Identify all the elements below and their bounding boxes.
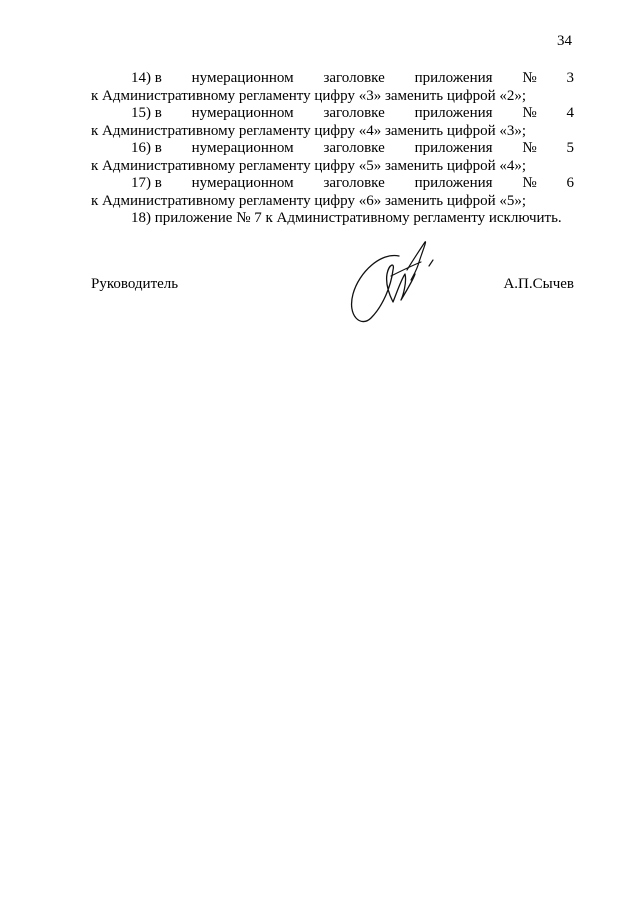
- list-item-last: 18) приложение № 7 к Административному регламенту исключить.: [131, 210, 562, 226]
- list-item: [91, 140, 574, 175]
- word: №: [522, 70, 537, 86]
- word: 15) в: [131, 105, 162, 121]
- list-item-second-line: к Административному регламенту цифру «6» заменить цифрой «5»;: [91, 192, 527, 209]
- word: приложения: [414, 175, 493, 191]
- word: приложения: [414, 140, 493, 156]
- word: нумерационном: [191, 140, 294, 156]
- word: 4: [566, 105, 574, 121]
- word: нумерационном: [191, 175, 294, 191]
- signature-block: [91, 276, 574, 336]
- list-item: [91, 210, 574, 228]
- list-item-first-line: [91, 140, 574, 158]
- word: заголовке: [323, 175, 385, 191]
- word: 14) в: [131, 70, 162, 86]
- word: 5: [566, 140, 574, 156]
- page-number: 34: [557, 33, 572, 49]
- list-item-second-line: к Административному регламенту цифру «4» заменить цифрой «3»;: [91, 122, 527, 139]
- word: 16) в: [131, 140, 162, 156]
- handwritten-signature: [341, 240, 436, 332]
- signer-name: А.П.Сычев: [503, 276, 574, 292]
- list-item-first-line: [91, 70, 574, 88]
- word: приложения: [414, 70, 493, 86]
- word: нумерационном: [191, 105, 294, 121]
- word: нумерационном: [191, 70, 294, 86]
- signer-title: Руководитель: [91, 276, 179, 292]
- amendment-list: [91, 70, 574, 228]
- list-item-second-line: к Административному регламенту цифру «3» заменить цифрой «2»;: [91, 87, 527, 104]
- word: 17) в: [131, 175, 162, 191]
- word: 6: [566, 175, 574, 191]
- word: заголовке: [323, 140, 385, 156]
- list-item: [91, 70, 574, 105]
- word: заголовке: [323, 70, 385, 86]
- word: 3: [566, 70, 574, 86]
- word: №: [522, 175, 537, 191]
- word: №: [522, 105, 537, 121]
- list-item: [91, 175, 574, 210]
- list-item-first-line: [91, 175, 574, 193]
- list-item-first-line: [91, 105, 574, 123]
- list-item-second-line: к Административному регламенту цифру «5» заменить цифрой «4»;: [91, 157, 527, 174]
- word: заголовке: [323, 105, 385, 121]
- word: приложения: [414, 105, 493, 121]
- word: №: [522, 140, 537, 156]
- list-item: [91, 105, 574, 140]
